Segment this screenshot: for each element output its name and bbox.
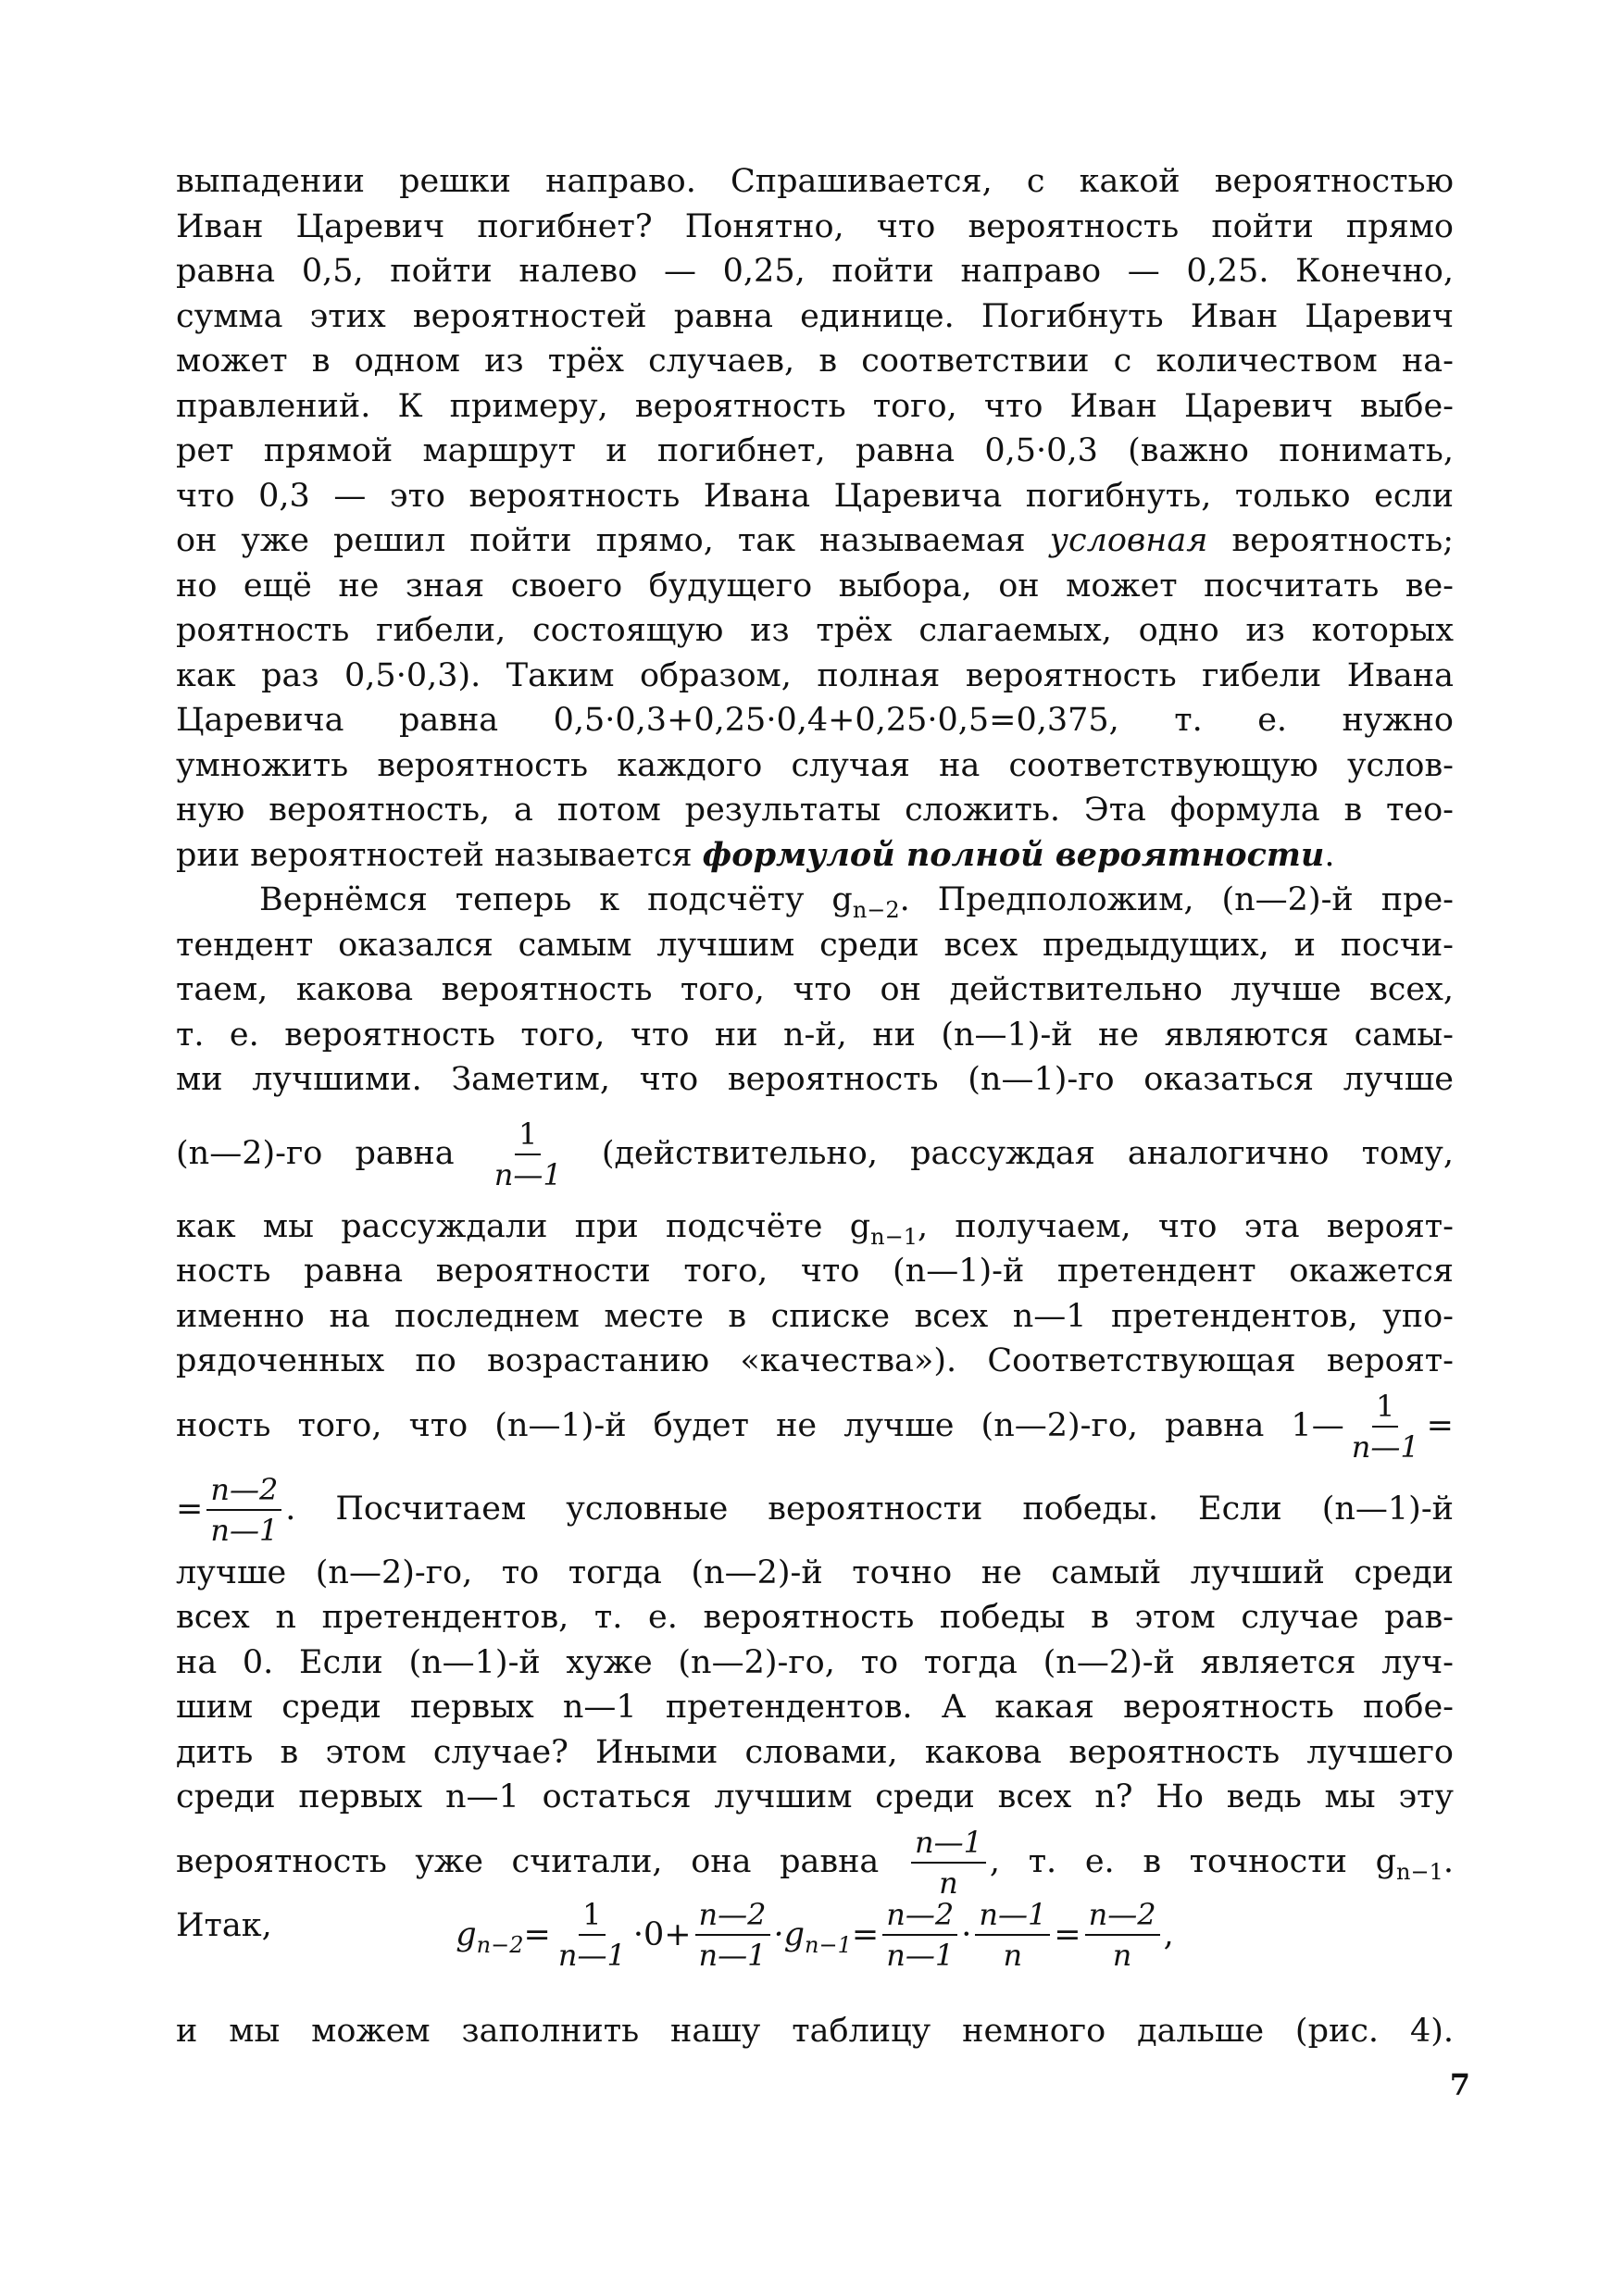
fraction-denominator: n—1: [1351, 1429, 1419, 1465]
text-line-with-fraction: [176, 1103, 1454, 1204]
fraction: [975, 1897, 1050, 1973]
fraction-numerator: n—2: [882, 1897, 957, 1936]
text-run: . Посчитаем условные вероятности победы. Если (n—1)-й: [285, 1490, 1454, 1528]
text-line: лучше (n—2)-го, то тогда (n—2)-й точно не самый лучший среди: [176, 1553, 1454, 1591]
fraction-numerator: n—2: [1085, 1897, 1160, 1936]
text-line: именно на последнем месте в списке всех n—1 претендентов, упо-: [176, 1297, 1454, 1335]
text-line: Иван Царевич погибнет? Понятно, что вероятность пойти прямо: [176, 207, 1454, 245]
fraction-denominator: n—1: [698, 1938, 767, 1973]
fraction: [1085, 1897, 1160, 1973]
text-run: (действительно, рассуждая аналогично тому,: [601, 1134, 1454, 1172]
text-line: как раз 0,5·0,3). Таким образом, полная вероятность гибели Ивана: [176, 656, 1454, 694]
text-run: рии вероятностей называется: [176, 836, 703, 874]
fraction: [555, 1897, 630, 1973]
text-line: на 0. Если (n—1)-й хуже (n—2)-го, то тогда (n—2)-й является луч-: [176, 1643, 1454, 1681]
term-total-probability-formula: формулой полной вероятности: [702, 835, 1325, 874]
equals-sign: =: [1054, 1916, 1081, 1953]
subscript: n−1: [805, 1932, 852, 1958]
fraction-denominator: n: [939, 1865, 958, 1901]
fraction-denominator: n—1: [493, 1157, 562, 1192]
text-line: всех n претендентов, т. е. вероятность победы в этом случае рав-: [176, 1599, 1454, 1636]
text-line: [176, 518, 1454, 564]
fraction-numerator: 1: [579, 1897, 605, 1936]
fraction-numerator: n—2: [695, 1897, 770, 1936]
fraction: [206, 1472, 281, 1548]
text-line-with-fraction: [176, 1467, 1454, 1551]
text-run: , т. е. в точности $g_{n-1}$.: [989, 1842, 1454, 1885]
text-line: равна 0,5, пойти налево — 0,25, пойти направо — 0,25. Конечно,: [176, 253, 1454, 290]
text-run: он уже решил пойти прямо, так называемая: [176, 522, 1050, 559]
fraction-denominator: n—1: [886, 1938, 955, 1973]
fraction: [695, 1897, 770, 1973]
fraction-denominator: n—1: [557, 1938, 626, 1973]
text-line: ми лучшими. Заметим, что вероятность (n—1)-го оказаться лучше: [176, 1061, 1454, 1098]
text-line: Вернёмся теперь к подсчёту $g_{n-2}$. Предположим, (n—2)-й пре-: [259, 881, 1454, 923]
fraction-numerator: 1: [515, 1116, 541, 1155]
text-line: но ещё не зная своего будущего выбора, он может посчитать ве-: [176, 567, 1454, 605]
text-line: умножить вероятность каждого случая на соответствующую услов-: [176, 746, 1454, 784]
text-run: =: [176, 1490, 204, 1528]
text-line: [176, 833, 1454, 879]
text-run: ность того, что (n—1)-й будет не лучше (n—2)-го, равна 1—: [176, 1406, 1344, 1444]
text-line: т. е. вероятность того, что ни n-й, ни (n—1)-й не являются самы-: [176, 1016, 1454, 1054]
term-conditional: условная: [1049, 522, 1208, 559]
formula-operator: ·0+: [632, 1916, 692, 1953]
fraction-numerator: 1: [1372, 1389, 1398, 1428]
text-line: что 0,3 — это вероятность Ивана Царевича погибнуть, только если: [176, 477, 1454, 515]
text-line: Царевича равна 0,5·0,3+0,25·0,4+0,25·0,5=0,375, т. е. нужно: [176, 702, 1454, 739]
subscript: n−1: [870, 1223, 918, 1250]
fraction-denominator: n: [1003, 1938, 1023, 1973]
text-line: выпадении решки направо. Спрашивается, с какой вероятностью: [176, 163, 1454, 200]
text-line: может в одном из трёх случаев, в соответствии с количеством на-: [176, 343, 1454, 380]
text-line: рет прямой маршрут и погибнет, равна 0,5·0,3 (важно понимать,: [176, 432, 1454, 469]
formula-lhs: $g_{n-2}$: [456, 1916, 524, 1958]
fraction: [491, 1116, 566, 1192]
text-run: вероятность;: [1207, 522, 1454, 559]
subscript: n−2: [476, 1932, 524, 1958]
text-line: сумма этих вероятностей равна единице. Погибнуть Иван Царевич: [176, 297, 1454, 335]
text-line: ную вероятность, а потом результаты сложить. Эта формула в тео-: [176, 792, 1454, 829]
subscript: n−2: [852, 897, 900, 923]
text-run: =: [1426, 1406, 1454, 1444]
text-line: правлений. К примеру, вероятность того, что Иван Царевич выбе-: [176, 387, 1454, 425]
fraction: [1348, 1389, 1423, 1465]
text-line: роятность гибели, состоящую из трёх слагаемых, одно из которых: [176, 612, 1454, 649]
formula-tail: ,: [1163, 1916, 1174, 1953]
text-line: шим среди первых n—1 претендентов. А какая вероятность побе-: [176, 1689, 1454, 1726]
text-line-with-fraction: [176, 1384, 1454, 1467]
text-line: тендент оказался самым лучшим среди всех предыдущих, и посчи-: [176, 926, 1454, 964]
fraction-numerator: n—1: [911, 1825, 986, 1864]
text-line: таем, какова вероятность того, что он действительно лучше всех,: [176, 971, 1454, 1008]
fraction-numerator: n—2: [206, 1472, 281, 1511]
display-formula: [176, 1884, 1454, 1986]
fraction-numerator: n—1: [975, 1897, 1050, 1936]
equals-sign: =: [523, 1916, 551, 1953]
fraction: [882, 1897, 957, 1973]
page-number: 7: [1449, 2067, 1470, 2102]
text-run: вероятность уже считали, она равна: [176, 1842, 880, 1880]
text-run: (n—2)-го равна: [176, 1134, 455, 1172]
text-line: ность равна вероятности того, что (n—1)-й претендент окажется: [176, 1253, 1454, 1290]
fraction-denominator: n: [1112, 1938, 1132, 1973]
text-line: как мы рассуждали при подсчёте $g_{n-1}$, получаем, что эта вероят-: [176, 1207, 1454, 1250]
text-run: .: [1324, 836, 1335, 874]
closing-line: и мы можем заполнить нашу таблицу немного дальше (рис. 4).: [176, 2013, 1454, 2050]
text-line: среди первых n—1 остаться лучшим среди всех n? Но ведь мы эту: [176, 1778, 1454, 1815]
text-line: дить в этом случае? Иными словами, какова вероятность лучшего: [176, 1733, 1454, 1771]
body-text: [176, 159, 1454, 1948]
subscript: n−1: [1396, 1858, 1443, 1885]
text-line: рядоченных по возрастанию «качества»). Соответствующая вероят-: [176, 1342, 1454, 1379]
multiply-dot: ·: [961, 1916, 972, 1953]
fraction-denominator: n—1: [210, 1513, 279, 1548]
formula-operator: $\cdot g_{n-1}=$: [773, 1916, 880, 1958]
text-line: Итак,: [176, 1906, 272, 1944]
